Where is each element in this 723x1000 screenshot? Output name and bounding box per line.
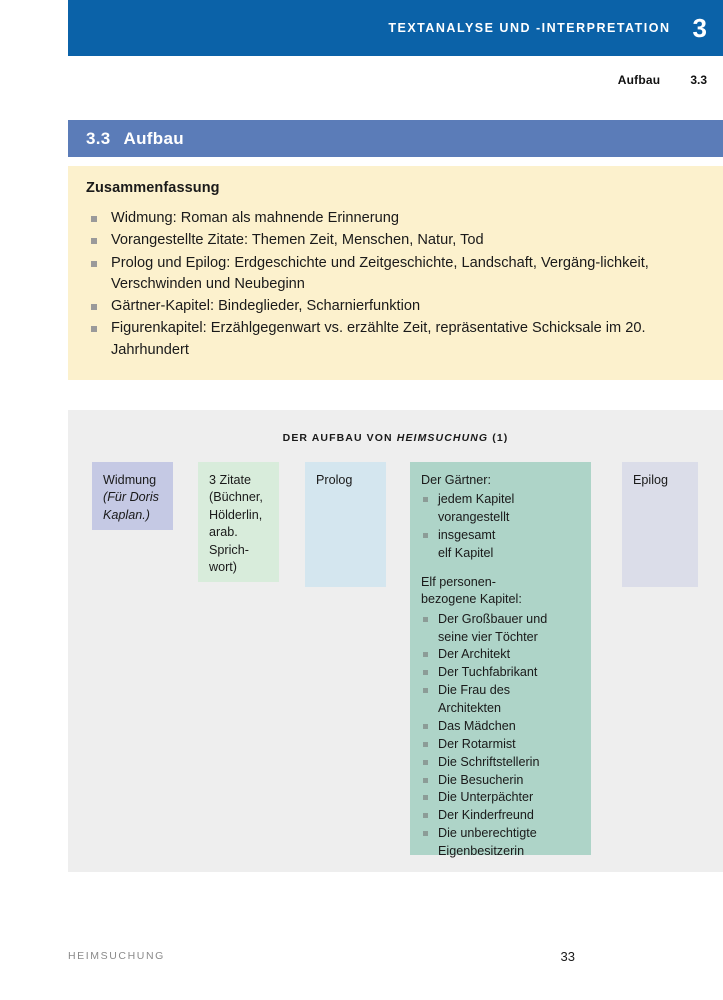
diagram-box-zitate: [198, 462, 279, 582]
list-item: Gärtner-Kapitel: Bindeglieder, Scharnierfunktion: [86, 296, 705, 317]
diagram-box-epilog: [622, 462, 698, 587]
summary-box: [68, 166, 723, 380]
diagram-title-prefix: DER AUFBAU VON: [282, 432, 397, 444]
chapter-line-2: Architekten: [438, 701, 501, 715]
page-footer: [68, 950, 723, 962]
diagram-panel: [68, 410, 723, 872]
chapter-line-1: Die Frau des: [438, 683, 511, 698]
zitate-line-1: 3 Zitate: [209, 473, 251, 487]
list-item: [421, 527, 580, 563]
list-item: [421, 736, 580, 754]
zitate-line-4: arab.: [209, 525, 238, 540]
list-item: [421, 789, 580, 807]
list-item: [421, 807, 580, 825]
section-heading-bar: [68, 120, 723, 157]
chapter-line-1: Das Mädchen: [438, 718, 516, 733]
list-item: Vorangestellte Zitate: Themen Zeit, Menschen, Natur, Tod: [86, 230, 705, 251]
list-item: [421, 682, 580, 718]
chapter-line-1: Die unberechtigte: [438, 826, 537, 841]
chapter-number: 3: [692, 13, 707, 43]
point-line-1: insgesamt: [438, 528, 496, 543]
list-item: [421, 718, 580, 736]
list-item: [421, 491, 580, 527]
chapter-line-2: seine vier Töchter: [438, 629, 538, 644]
list-item: [421, 664, 580, 682]
zitate-line-3: Hölderlin,: [209, 507, 263, 522]
list-item: [421, 646, 580, 664]
chapter-line-2: Eigenbesitzerin: [438, 844, 525, 858]
gaertner-heading: Der Gärtner:: [421, 473, 491, 487]
chapter-line-1: Der Architekt: [438, 647, 511, 662]
epilog-label: Epilog: [633, 473, 669, 487]
widmung-subtitle-line1: (Für Doris: [103, 490, 159, 505]
chapter-line-1: Der Kinderfreund: [438, 808, 534, 823]
summary-heading: Zusammenfassung: [86, 180, 220, 196]
chapter-line-1: Die Unterpächter: [438, 790, 534, 805]
list-item: Prolog und Epilog: Erdgeschichte und Zeitgeschichte, Landschaft, Vergäng-lichkeit, Verschwinden und Neubeginn: [86, 253, 705, 296]
diagram-title-suffix: (1): [488, 432, 509, 444]
gaertner-chapters-list: [421, 611, 580, 861]
diagram-box-prolog: [305, 462, 386, 587]
subhead-title: Aufbau: [617, 73, 661, 87]
gaertner-points-list: [421, 491, 580, 563]
summary-list: [86, 208, 705, 361]
chapter-title: TEXTANALYSE UND -INTERPRETATION: [388, 21, 671, 35]
list-item: [421, 825, 580, 861]
diagram-title: [68, 432, 723, 444]
chapter-line-1: Die Besucherin: [438, 772, 524, 787]
point-line-1: jedem Kapitel: [438, 492, 515, 507]
list-item: Figurenkapitel: Erzählgegenwart vs. erzählte Zeit, repräsentative Schicksale im 20. Jahrhundert: [86, 318, 705, 361]
chapter-line-1: Die Schriftstellerin: [438, 754, 540, 769]
point-line-2: elf Kapitel: [438, 546, 494, 560]
zitate-line-2: (Büchner,: [209, 490, 263, 505]
chapter-banner: [68, 0, 723, 56]
chapter-line-1: Der Tuchfabrikant: [438, 665, 538, 680]
section-number: 3.3: [86, 128, 111, 148]
footer-book-title: HEIMSUCHUNG: [68, 950, 165, 962]
widmung-subtitle-line2: Kaplan.): [103, 507, 150, 522]
diagram-title-work: HEIMSUCHUNG: [396, 432, 489, 444]
widmung-label: Widmung: [103, 473, 157, 487]
prolog-label: Prolog: [316, 473, 353, 487]
diagram-box-gaertner: [410, 462, 591, 858]
diagram-box-widmung: [92, 462, 173, 530]
zitate-line-5: Sprich-: [209, 542, 249, 557]
point-line-2: vorangestellt: [438, 510, 510, 525]
list-item: [421, 772, 580, 790]
chapter-line-1: Der Rotarmist: [438, 736, 516, 751]
list-item: [421, 611, 580, 647]
gaertner-subheading-line2: bezogene Kapitel:: [421, 592, 522, 607]
running-subhead: [68, 70, 723, 90]
list-item: Widmung: Roman als mahnende Erinnerung: [86, 208, 705, 229]
spacer: [421, 563, 580, 574]
page-number: 33: [560, 948, 575, 964]
subhead-number: 3.3: [690, 73, 707, 87]
gaertner-subheading-line1: Elf personen-: [421, 574, 496, 589]
section-title: Aufbau: [123, 128, 184, 148]
list-item: [421, 754, 580, 772]
zitate-line-6: wort): [209, 559, 237, 574]
chapter-line-1: Der Großbauer und: [438, 611, 548, 626]
